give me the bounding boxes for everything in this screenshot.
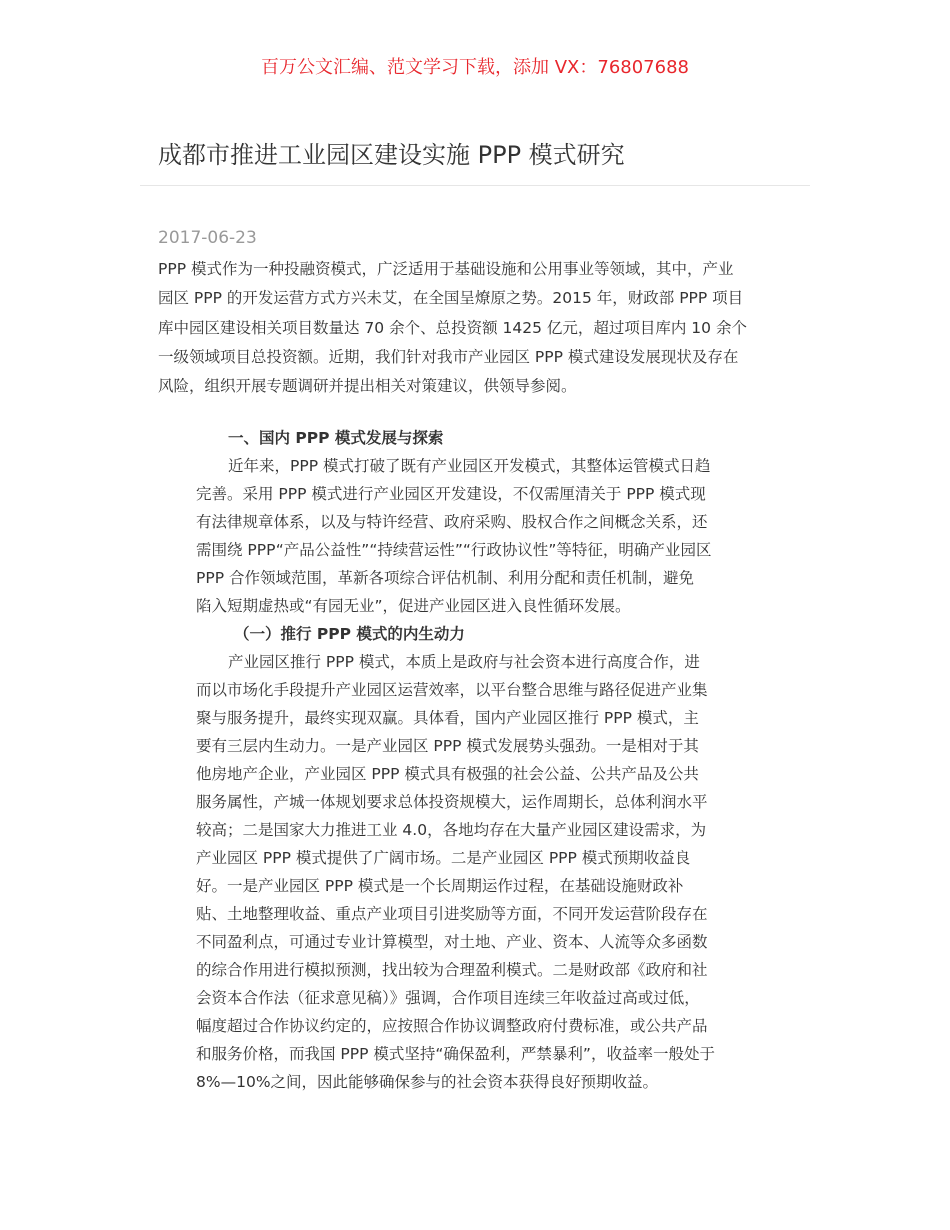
subsection-paragraph <box>196 648 715 1096</box>
section-paragraph <box>196 452 715 620</box>
text-line: 陷入短期虚热或“有园无业”，促进产业园区进入良性循环发展。 <box>196 597 631 615</box>
text-line: 风险，组织开展专题调研并提出相关对策建议，供领导参阅。 <box>158 377 577 396</box>
intro-paragraph <box>158 255 747 401</box>
article-body <box>196 424 715 1096</box>
text-line: 园区 PPP 的开发运营方式方兴未艾，在全国呈燎原之势。2015 年，财政部 PPP 项目 <box>158 289 744 308</box>
text-line: PPP 模式作为一种投融资模式，广泛适用于基础设施和公用事业等领域，其中，产业 <box>158 260 734 278</box>
text-line: 不同盈利点，可通过专业计算模型，对土地、产业、资本、人流等众多函数 <box>196 933 708 951</box>
subsection-heading: （一）推行 PPP 模式的内生动力 <box>234 625 465 643</box>
text-line: 贴、土地整理收益、重点产业项目引进奖励等方面，不同开发运营阶段存在 <box>196 905 708 923</box>
text-line: 有法律规章体系，以及与特许经营、政府采购、股权合作之间概念关系，还 <box>196 513 708 531</box>
watermark-banner: 百万公文汇编、范文学习下载，添加 VX：76807688 <box>261 57 689 78</box>
text-line: 产业园区推行 PPP 模式，本质上是政府与社会资本进行高度合作，进 <box>228 653 700 671</box>
text-line: 较高；二是国家大力推进工业 4.0，各地均存在大量产业园区建设需求，为 <box>196 821 707 839</box>
text-line: 聚与服务提升，最终实现双赢。具体看，国内产业园区推行 PPP 模式，主 <box>196 709 699 727</box>
article-date: 2017-06-23 <box>158 228 257 248</box>
text-line: 要有三层内生动力。一是产业园区 PPP 模式发展势头强劲。一是相对于其 <box>196 737 699 755</box>
text-line: 的综合作用进行模拟预测，找出较为合理盈利模式。二是财政部《政府和社 <box>196 961 708 979</box>
text-line: 而以市场化手段提升产业园区运营效率，以平台整合思维与路径促进产业集 <box>196 681 708 699</box>
article-title: 成都市推进工业园区建设实施 PPP 模式研究 <box>158 141 625 169</box>
title-divider <box>140 185 810 186</box>
text-line: 近年来，PPP 模式打破了既有产业园区开发模式，其整体运管模式日趋 <box>228 457 711 475</box>
text-line: 服务属性，产城一体规划要求总体投资规模大，运作周期长，总体利润水平 <box>196 793 708 811</box>
text-line: 会资本合作法（征求意见稿）》强调，合作项目连续三年收益过高或过低， <box>196 989 700 1007</box>
text-line: 完善。采用 PPP 模式进行产业园区开发建设，不仅需厘清关于 PPP 模式现 <box>196 485 706 503</box>
text-line: 和服务价格，而我国 PPP 模式坚持“确保盈利，严禁暴利”，收益率一般处于 <box>196 1045 715 1063</box>
text-line: 幅度超过合作协议约定的，应按照合作协议调整政府付费标准，或公共产品 <box>196 1017 708 1035</box>
section-heading: 一、国内 PPP 模式发展与探索 <box>228 429 444 447</box>
text-line: 一级领域项目总投资额。近期，我们针对我市产业园区 PPP 模式建设发展现状及存在 <box>158 347 739 366</box>
text-line: 需围绕 PPP“产品公益性”“持续营运性”“行政协议性”等特征，明确产业园区 <box>196 541 712 559</box>
text-line: 他房地产企业，产业园区 PPP 模式具有极强的社会公益、公共产品及公共 <box>196 765 699 783</box>
text-line: 8%—10%之间，因此能够确保参与的社会资本获得良好预期收益。 <box>196 1073 659 1091</box>
text-line: PPP 合作领域范围，革新各项综合评估机制、利用分配和责任机制，避免 <box>196 569 694 587</box>
text-line: 好。一是产业园区 PPP 模式是一个长周期运作过程，在基础设施财政补 <box>196 877 684 895</box>
text-line: 库中园区建设相关项目数量达 70 余个、总投资额 1425 亿元，超过项目库内 10 余个 <box>158 318 747 337</box>
text-line: 产业园区 PPP 模式提供了广阔市场。二是产业园区 PPP 模式预期收益良 <box>196 849 691 867</box>
